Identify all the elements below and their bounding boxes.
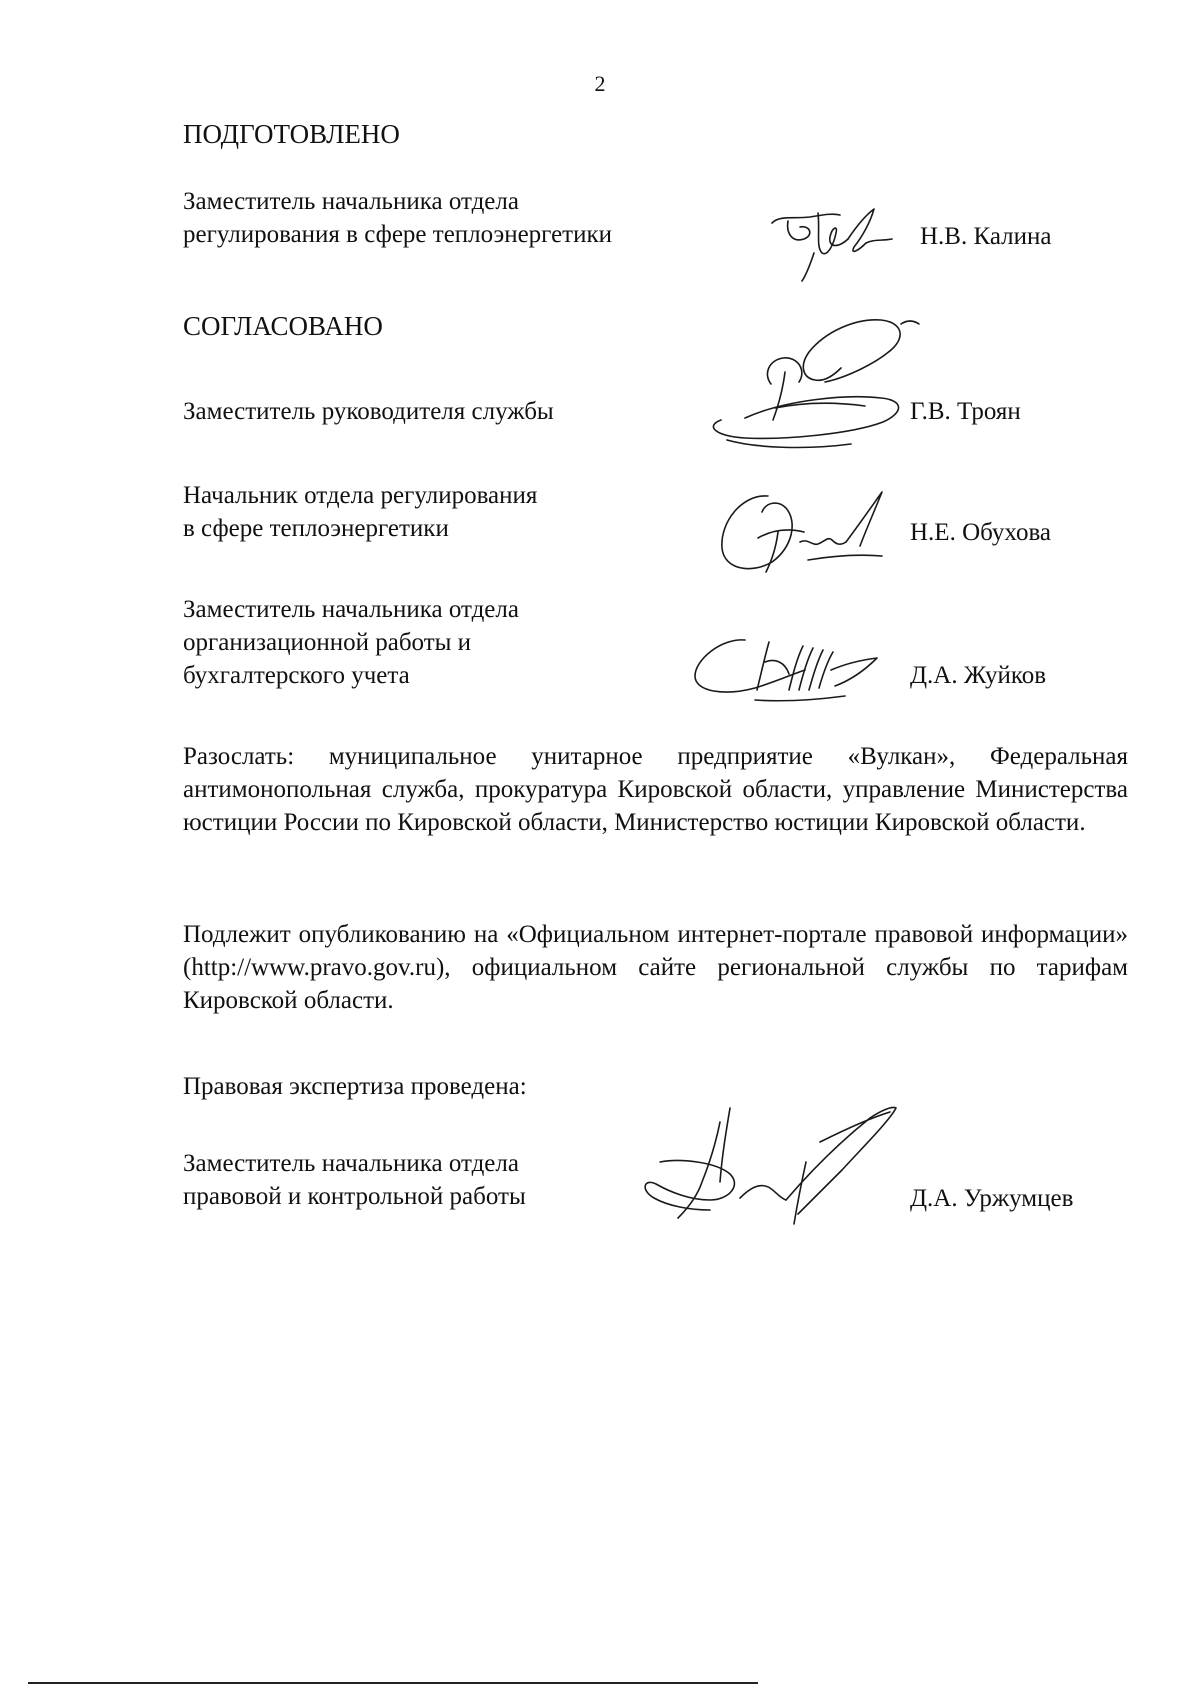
approved-zhuykov-position-line1: Заместитель начальника отдела	[183, 596, 519, 623]
bottom-rule	[28, 1682, 758, 1684]
approved-obukhova-position-line1: Начальник отдела регулирования	[183, 482, 538, 509]
signature-obukhova	[712, 482, 902, 582]
prepared-position-line1: Заместитель начальника отдела	[183, 188, 519, 215]
approved-heading: СОГЛАСОВАНО	[183, 311, 383, 341]
signature-urzhumtsev	[620, 1102, 940, 1232]
legal-review-heading: Правовая экспертиза проведена:	[183, 1073, 527, 1100]
signature-kalina	[770, 203, 910, 283]
approved-zhuykov-position-line2: организационной работы и	[183, 629, 472, 656]
page-number: 2	[594, 71, 606, 96]
distribution-paragraph: Разослать: муниципальное унитарное предприятие «Вулкан», Федеральная антимонопольная служба, прокуратура Кировской области, управление Министерства юстиции России по Кировской области, Министерство юстиции Кировской области.	[183, 743, 1128, 836]
legal-review-name: Д.А. Уржумцев	[910, 1185, 1074, 1212]
approved-obukhova-name: Н.Е. Обухова	[910, 519, 1052, 546]
signature-troyan	[675, 308, 935, 468]
prepared-name: Н.В. Калина	[920, 223, 1052, 250]
approved-zhuykov-position-line3: бухгалтерского учета	[183, 662, 410, 689]
prepared-position-line2: регулирования в сфере теплоэнергетики	[183, 221, 613, 248]
legal-review-position-line2: правовой и контрольной работы	[183, 1183, 526, 1210]
approved-troyan-name: Г.В. Троян	[910, 398, 1021, 425]
approved-zhuykov-name: Д.А. Жуйков	[910, 662, 1047, 689]
approved-obukhova-position-line2: в сфере теплоэнергетики	[183, 515, 449, 542]
signature-zhuykov	[685, 630, 895, 710]
approved-troyan-position-line1: Заместитель руководителя службы	[183, 398, 554, 425]
publication-paragraph: Подлежит опубликованию на «Официальном интернет-портале правовой информации» (http://www.pravo.gov.ru), официальном сайте региональной службы по тарифам Кировской области.	[183, 921, 1128, 1014]
legal-review-position-line1: Заместитель начальника отдела	[183, 1150, 519, 1177]
prepared-heading: ПОДГОТОВЛЕНО	[183, 119, 400, 149]
